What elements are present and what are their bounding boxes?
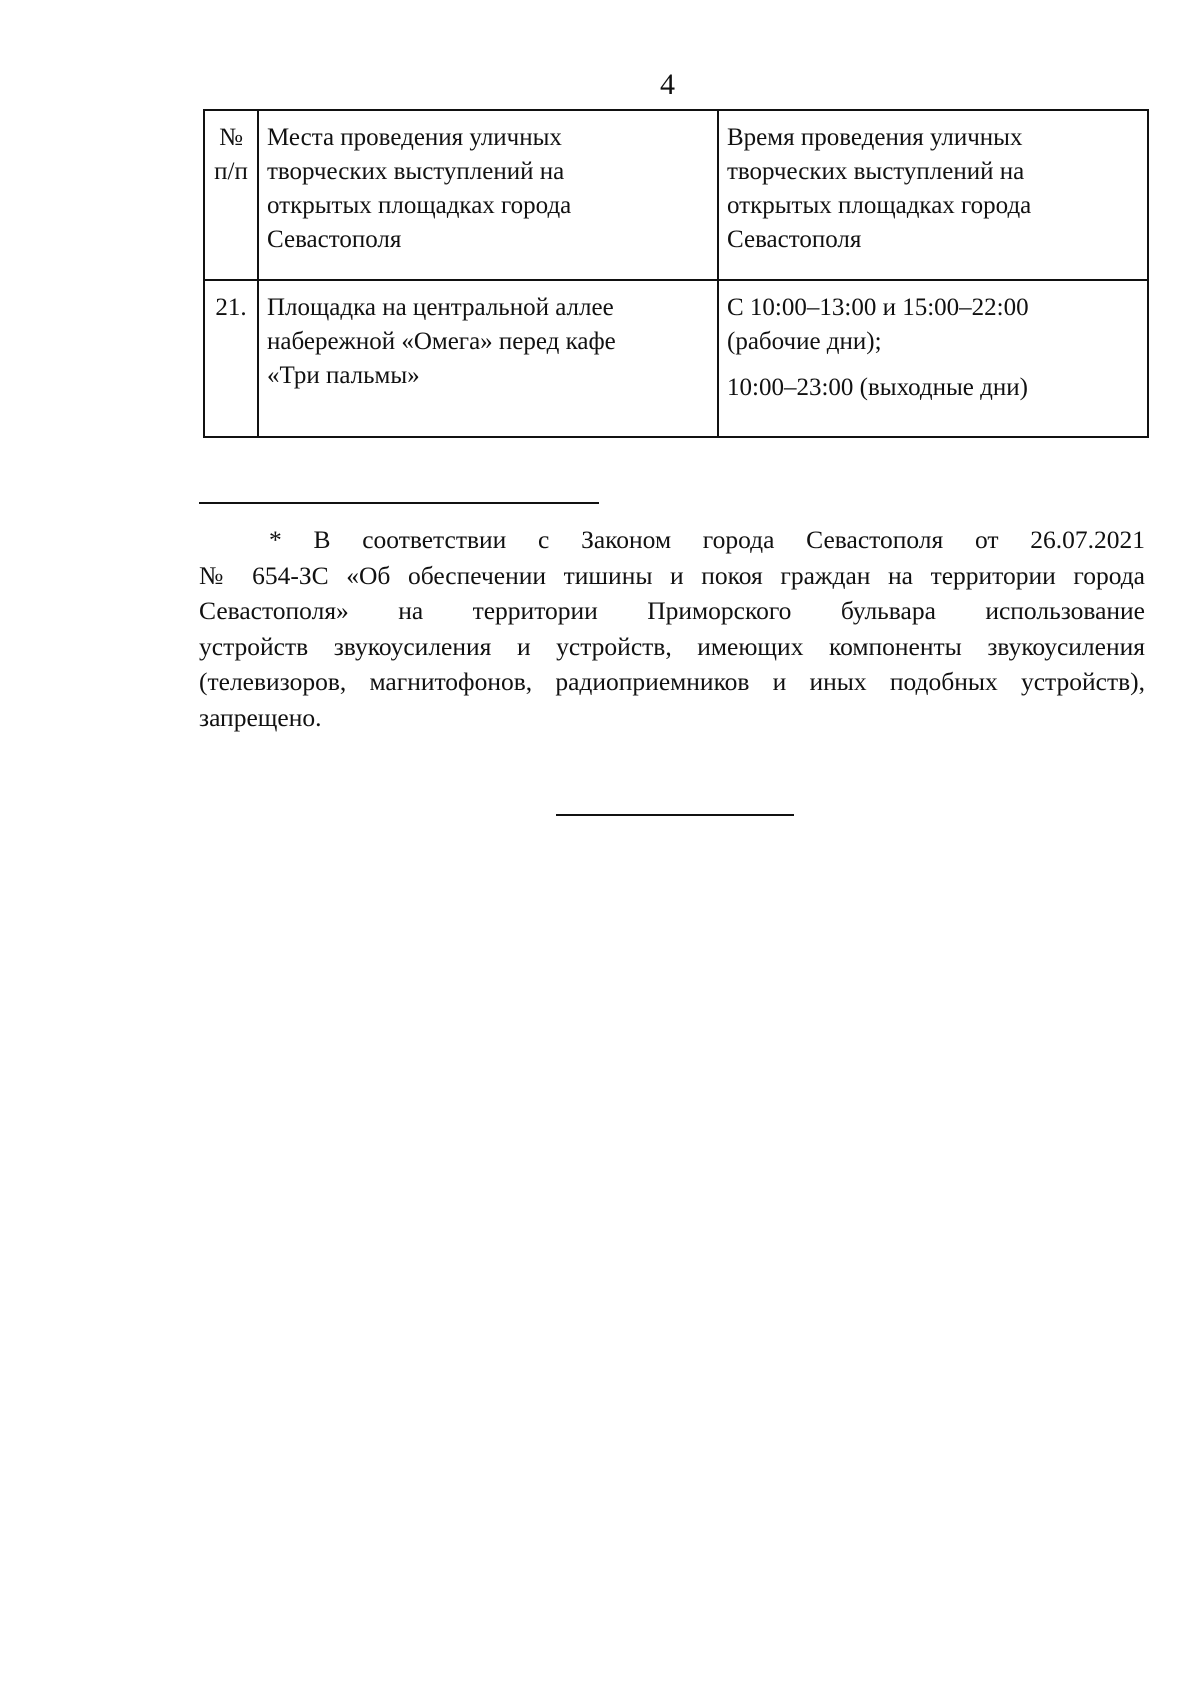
header-number-symbol: № (219, 124, 243, 151)
header-time-cell (718, 110, 1148, 280)
page-number: 4 (660, 68, 675, 101)
row-time-line: 10:00–23:00 (выходные дни) (727, 374, 1028, 401)
footnote-line: * В соответствии с Законом города Севастополя от 26.07.2021 (269, 525, 1145, 554)
header-time-line: открытых площадках города (727, 192, 1032, 219)
row-time-cell (718, 280, 1148, 437)
row-number-cell: 21. (204, 280, 258, 437)
row-time-line: С 10:00–13:00 и 15:00–22:00 (727, 294, 1029, 321)
footnote-separator (199, 502, 599, 504)
header-number-abbr: п/п (214, 158, 248, 185)
footnote-line: (телевизоров, магнитофонов, радиоприемников и иных подобных устройств), (199, 667, 1145, 696)
performance-schedule-table (203, 109, 1149, 438)
footnote-line: устройств звукоусиления и устройств, имеющих компоненты звукоусиления (199, 631, 1145, 661)
header-time-line: творческих выступлений на (727, 158, 1025, 185)
header-number-cell (204, 110, 258, 280)
header-place-line: творческих выступлений на (267, 158, 565, 185)
row-place-cell (258, 280, 718, 437)
end-of-document-rule (556, 814, 794, 816)
footnote-line: запрещено. (199, 702, 322, 732)
table-row (204, 280, 1148, 437)
header-time-line: Севастополя (727, 226, 862, 253)
header-place-line: Места проведения уличных (267, 124, 562, 151)
footnote-text (199, 522, 1145, 735)
footnote-line: Севастополя» на территории Приморского бульвара использование (199, 596, 1145, 625)
header-place-line: Севастополя (267, 226, 402, 253)
row-place-line: набережной «Омега» перед кафе (267, 328, 616, 355)
footnote-line: № 654-ЗС «Об обеспечении тишины и покоя граждан на территории города (199, 560, 1145, 590)
header-place-line: открытых площадках города (267, 192, 572, 219)
header-time-line: Время проведения уличных (727, 124, 1023, 151)
row-time-line: (рабочие дни); (727, 328, 882, 355)
row-time-spacer (727, 359, 1141, 371)
row-place-line: Площадка на центральной аллее (267, 294, 614, 321)
row-place-line: «Три пальмы» (267, 362, 420, 389)
header-place-cell (258, 110, 718, 280)
table-header-row (204, 110, 1148, 280)
